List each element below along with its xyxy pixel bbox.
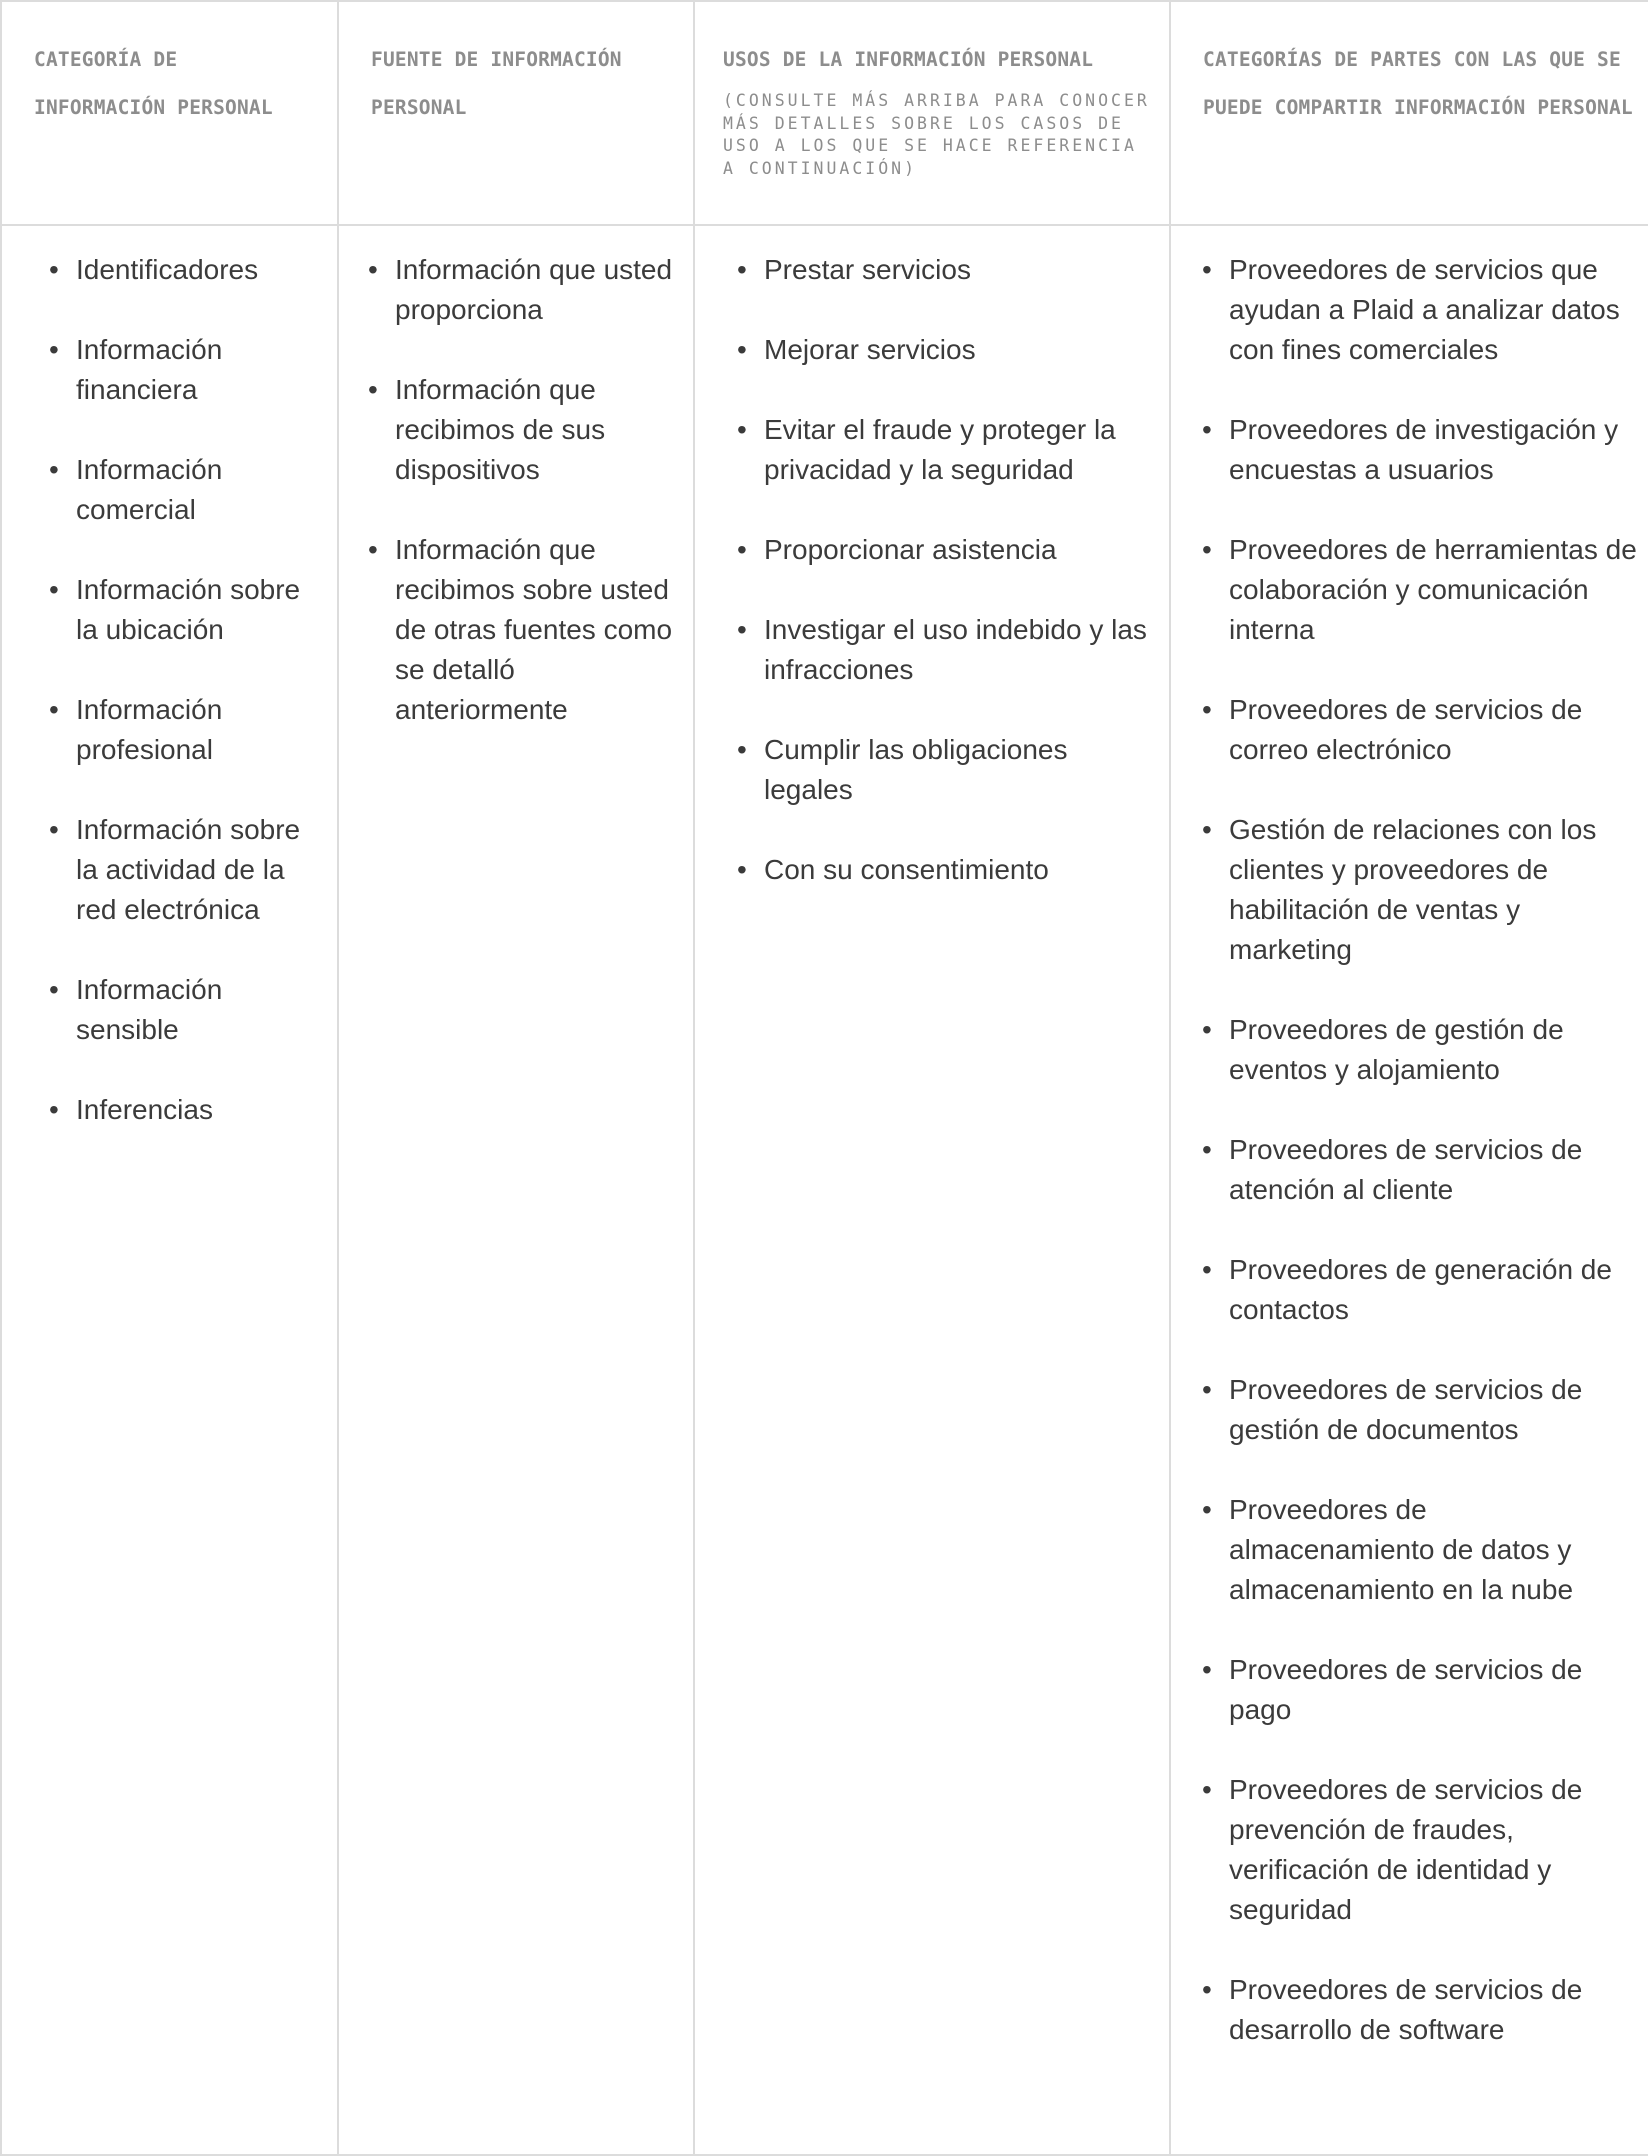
list-item: • Identificadores <box>76 250 327 290</box>
list-item: • Información sobre la ubicación <box>76 570 327 650</box>
list-item: • Prestar servicios <box>764 250 1159 290</box>
header-uses <box>694 1 1170 225</box>
list-item: • Información que recibimos sobre usted de otras fuentes como se detalló anteriormente <box>395 530 683 730</box>
list-item: • Proveedores de herramientas de colaboración y comunicación interna <box>1229 530 1638 650</box>
category-list <box>76 250 327 1130</box>
list-item: • Con su consentimiento <box>764 850 1159 890</box>
header-row <box>1 1 1648 225</box>
list-item: • Información profesional <box>76 690 327 770</box>
uses-cell <box>694 225 1170 2155</box>
list-item: • Información financiera <box>76 330 327 410</box>
list-item: • Proveedores de almacenamiento de datos y almacenamiento en la nube <box>1229 1490 1638 1610</box>
list-item: • Información que recibimos de sus dispositivos <box>395 370 683 490</box>
header-parties <box>1170 1 1648 225</box>
list-item: • Proveedores de generación de contactos <box>1229 1250 1638 1330</box>
source-cell <box>338 225 694 2155</box>
list-item: • Proveedores de servicios que ayudan a Plaid a analizar datos con fines comerciales <box>1229 250 1638 370</box>
list-item: • Mejorar servicios <box>764 330 1159 370</box>
list-item: • Cumplir las obligaciones legales <box>764 730 1159 810</box>
parties-list <box>1229 250 1638 2050</box>
list-item: • Información sobre la actividad de la red electrónica <box>76 810 327 930</box>
uses-list <box>764 250 1159 890</box>
list-item: • Proveedores de servicios de prevención de fraudes, verificación de identidad y seguridad <box>1229 1770 1638 1930</box>
header-source <box>338 1 694 225</box>
list-item: • Proporcionar asistencia <box>764 530 1159 570</box>
list-item: • Proveedores de gestión de eventos y alojamiento <box>1229 1010 1638 1090</box>
header-uses-note: (CONSULTE MÁS ARRIBA PARA CONOCER MÁS DETALLES SOBRE LOS CASOS DE USO A LOS QUE SE HACE REFERENCIA A CONTINUACIÓN) <box>723 91 1150 178</box>
list-item: • Gestión de relaciones con los clientes y proveedores de habilitación de ventas y marketing <box>1229 810 1638 970</box>
list-item: • Proveedores de investigación y encuestas a usuarios <box>1229 410 1638 490</box>
parties-cell <box>1170 225 1648 2155</box>
list-item: • Información que usted proporciona <box>395 250 683 330</box>
header-uses-title: USOS DE LA INFORMACIÓN PERSONAL <box>723 48 1094 71</box>
list-item: • Proveedores de servicios de gestión de documentos <box>1229 1370 1638 1450</box>
list-item: • Proveedores de servicios de atención al cliente <box>1229 1130 1638 1210</box>
list-item: • Inferencias <box>76 1090 327 1130</box>
category-cell <box>1 225 338 2155</box>
list-item: • Investigar el uso indebido y las infracciones <box>764 610 1159 690</box>
list-item: • Proveedores de servicios de correo electrónico <box>1229 690 1638 770</box>
header-source-title: FUENTE DE INFORMACIÓN PERSONAL <box>371 48 622 119</box>
list-item: • Información sensible <box>76 970 327 1050</box>
content-row <box>1 225 1648 2155</box>
list-item: • Proveedores de servicios de pago <box>1229 1650 1638 1730</box>
list-item: • Proveedores de servicios de desarrollo de software <box>1229 1970 1638 2050</box>
source-list <box>395 250 683 730</box>
header-category-title: CATEGORÍA DE INFORMACIÓN PERSONAL <box>34 48 273 119</box>
header-parties-title: CATEGORÍAS DE PARTES CON LAS QUE SE PUEDE COMPARTIR INFORMACIÓN PERSONAL <box>1203 48 1633 119</box>
header-category <box>1 1 338 225</box>
list-item: • Evitar el fraude y proteger la privacidad y la seguridad <box>764 410 1159 490</box>
list-item: • Información comercial <box>76 450 327 530</box>
